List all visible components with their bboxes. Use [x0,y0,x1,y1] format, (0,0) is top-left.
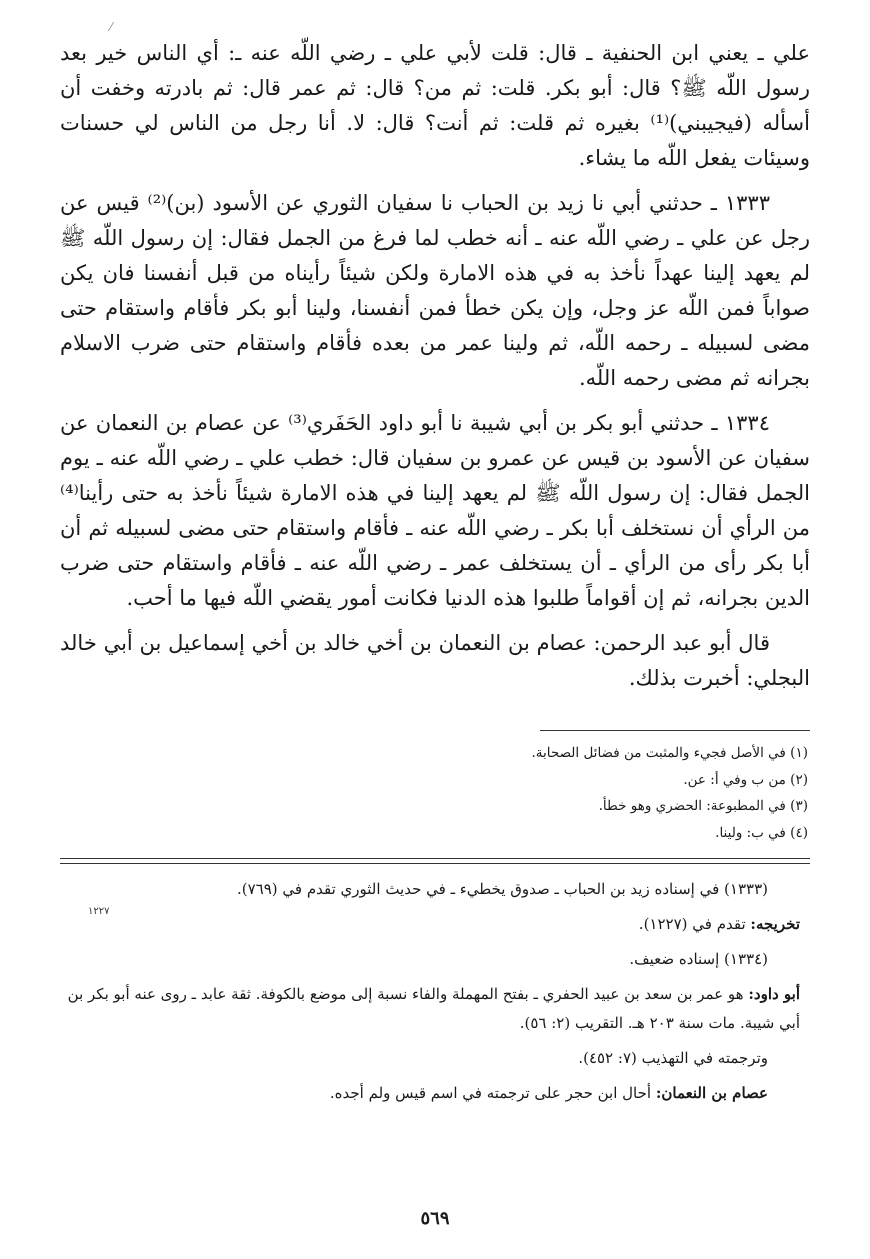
commentary-takhrij [60,910,800,939]
page-number: ٥٦٩ [420,1208,450,1229]
paragraph-1: علي ـ يعني ابن الحنفية ـ قال: قلت لأبي علي ـ رضي اللّه عنه ـ: أي الناس خير بعد رسول اللّه ﷺ؟ قال: أبو بكر. قلت: ثم من؟ قال: ثم عمر قال: ثم بادرته وخفت أن أسأله (فيجيبني)⁽¹⁾ بغيره ثم قلت: ثم أنت؟ قال: لا. أنا رجل من الناس لي حسنات وسيئات يفعل اللّه ما يشاء. [60,41,810,170]
footnote-3: (٣) في المطبوعة: الحضري وهو خطأ. [598,798,808,814]
commentary-divider [60,858,810,864]
commentary-text: هو عمر بن سعد بن عبيد الحفري ـ بفتح المهملة والفاء نسبة إلى موضع بالكوفة. ثقة عابد ـ روى عنه أبو بكر بن أبي شيبة. مات سنة ٢٠٣ هـ. التقريب (٢: ٥٦). [67,985,800,1032]
paragraph-1333: ١٣٣٣ ـ حدثني أبي نا زيد بن الحباب نا سفيان الثوري عن الأسود (بن)⁽²⁾ قيس عن رجل عن علي ـ رضي اللّه عنه ـ أنه خطب لما فرغ من الجمل فقال: إن رسول اللّه ﷺ لم يعهد إلينا عهداً نأخذ به في هذه الامارة ولكن شيئاً رأيناه من قبل أنفسنا فان يكن صواباً فمن اللّه عز وجل، وإن يكن خطأ فمن أنفسنا، ولينا أبو بكر فأقام واستقام حتى مضى لسبيله ـ رحمه اللّه، ثم ولينا عمر من بعده فأقام واستقام حتى ضرب الاسلام بجرانه ثم مضى رحمه اللّه. [60,191,810,390]
commentary-tahdhib: وترجمته في التهذيب (٧: ٤٥٢). [578,1049,768,1067]
footnote-divider [540,730,810,731]
footnote-4: (٤) في ب: ولينا. [715,824,808,841]
paragraph-1334: ١٣٣٤ ـ حدثني أبو بكر بن أبي شيبة نا أبو داود الحَفَري⁽³⁾ عن عصام بن النعمان عن سفيان عن الأسود بن قيس عن عمرو بن سفيان قال: خطب علي ـ رضي اللّه عنه ـ يوم الجمل فقال: إن رسول اللّه ﷺ لم يعهد إلينا في هذه الامارة شيئاً نأخذ به حتى رأينا⁽⁴⁾ من الرأي أن نستخلف أبا بكر ـ رضي اللّه عنه ـ فأقام واستقام حتى مضى لسبيله ثم أن أبا بكر رأى من الرأي ـ أن يستخلف عمر ـ رضي اللّه عنه ـ فأقام واستقام حتى ضرب الدين بجرانه، ثم إن أقواماً طلبوا هذه الدنيا فكانت أمور يقضي اللّه فيها ما أحب. [60,411,810,610]
commentary-issam [60,1079,800,1108]
scan-mark: ⁄ [110,20,113,34]
commentary-text: تقدم في (١٢٢٧). [638,915,746,933]
commentary-label: أبو داود: [748,985,800,1003]
commentary-text: أحال ابن حجر على ترجمته في اسم قيس ولم أجده. [329,1084,652,1102]
footnotes [68,740,808,846]
footnote-1: (١) في الأصل فجيء والمثبت من فضائل الصحابة. [531,745,808,761]
commentary [60,875,800,1114]
footnote-2: (٢) من ب وفي أ: عن. [683,771,808,788]
commentary-1333: (١٣٣٣) في إسناده زيد بن الحباب ـ صدوق يخطيء ـ في حديث الثوري تقدم في (٧٦٩). [237,880,768,898]
commentary-1334: (١٣٣٤) إسناده ضعيف. [629,950,768,968]
commentary-abu-dawud [60,980,800,1038]
paragraph-closing: قال أبو عبد الرحمن: عصام بن النعمان بن أخي خالد بن أخي إسماعيل بن أبي خالد البجلي: أخبرت بذلك. [60,631,810,690]
commentary-label: عصام بن النعمان: [655,1084,768,1102]
main-text [60,36,810,706]
handwritten-margin-note: ١٢٢٧ [88,906,110,917]
commentary-label: تخريجه: [750,915,800,933]
